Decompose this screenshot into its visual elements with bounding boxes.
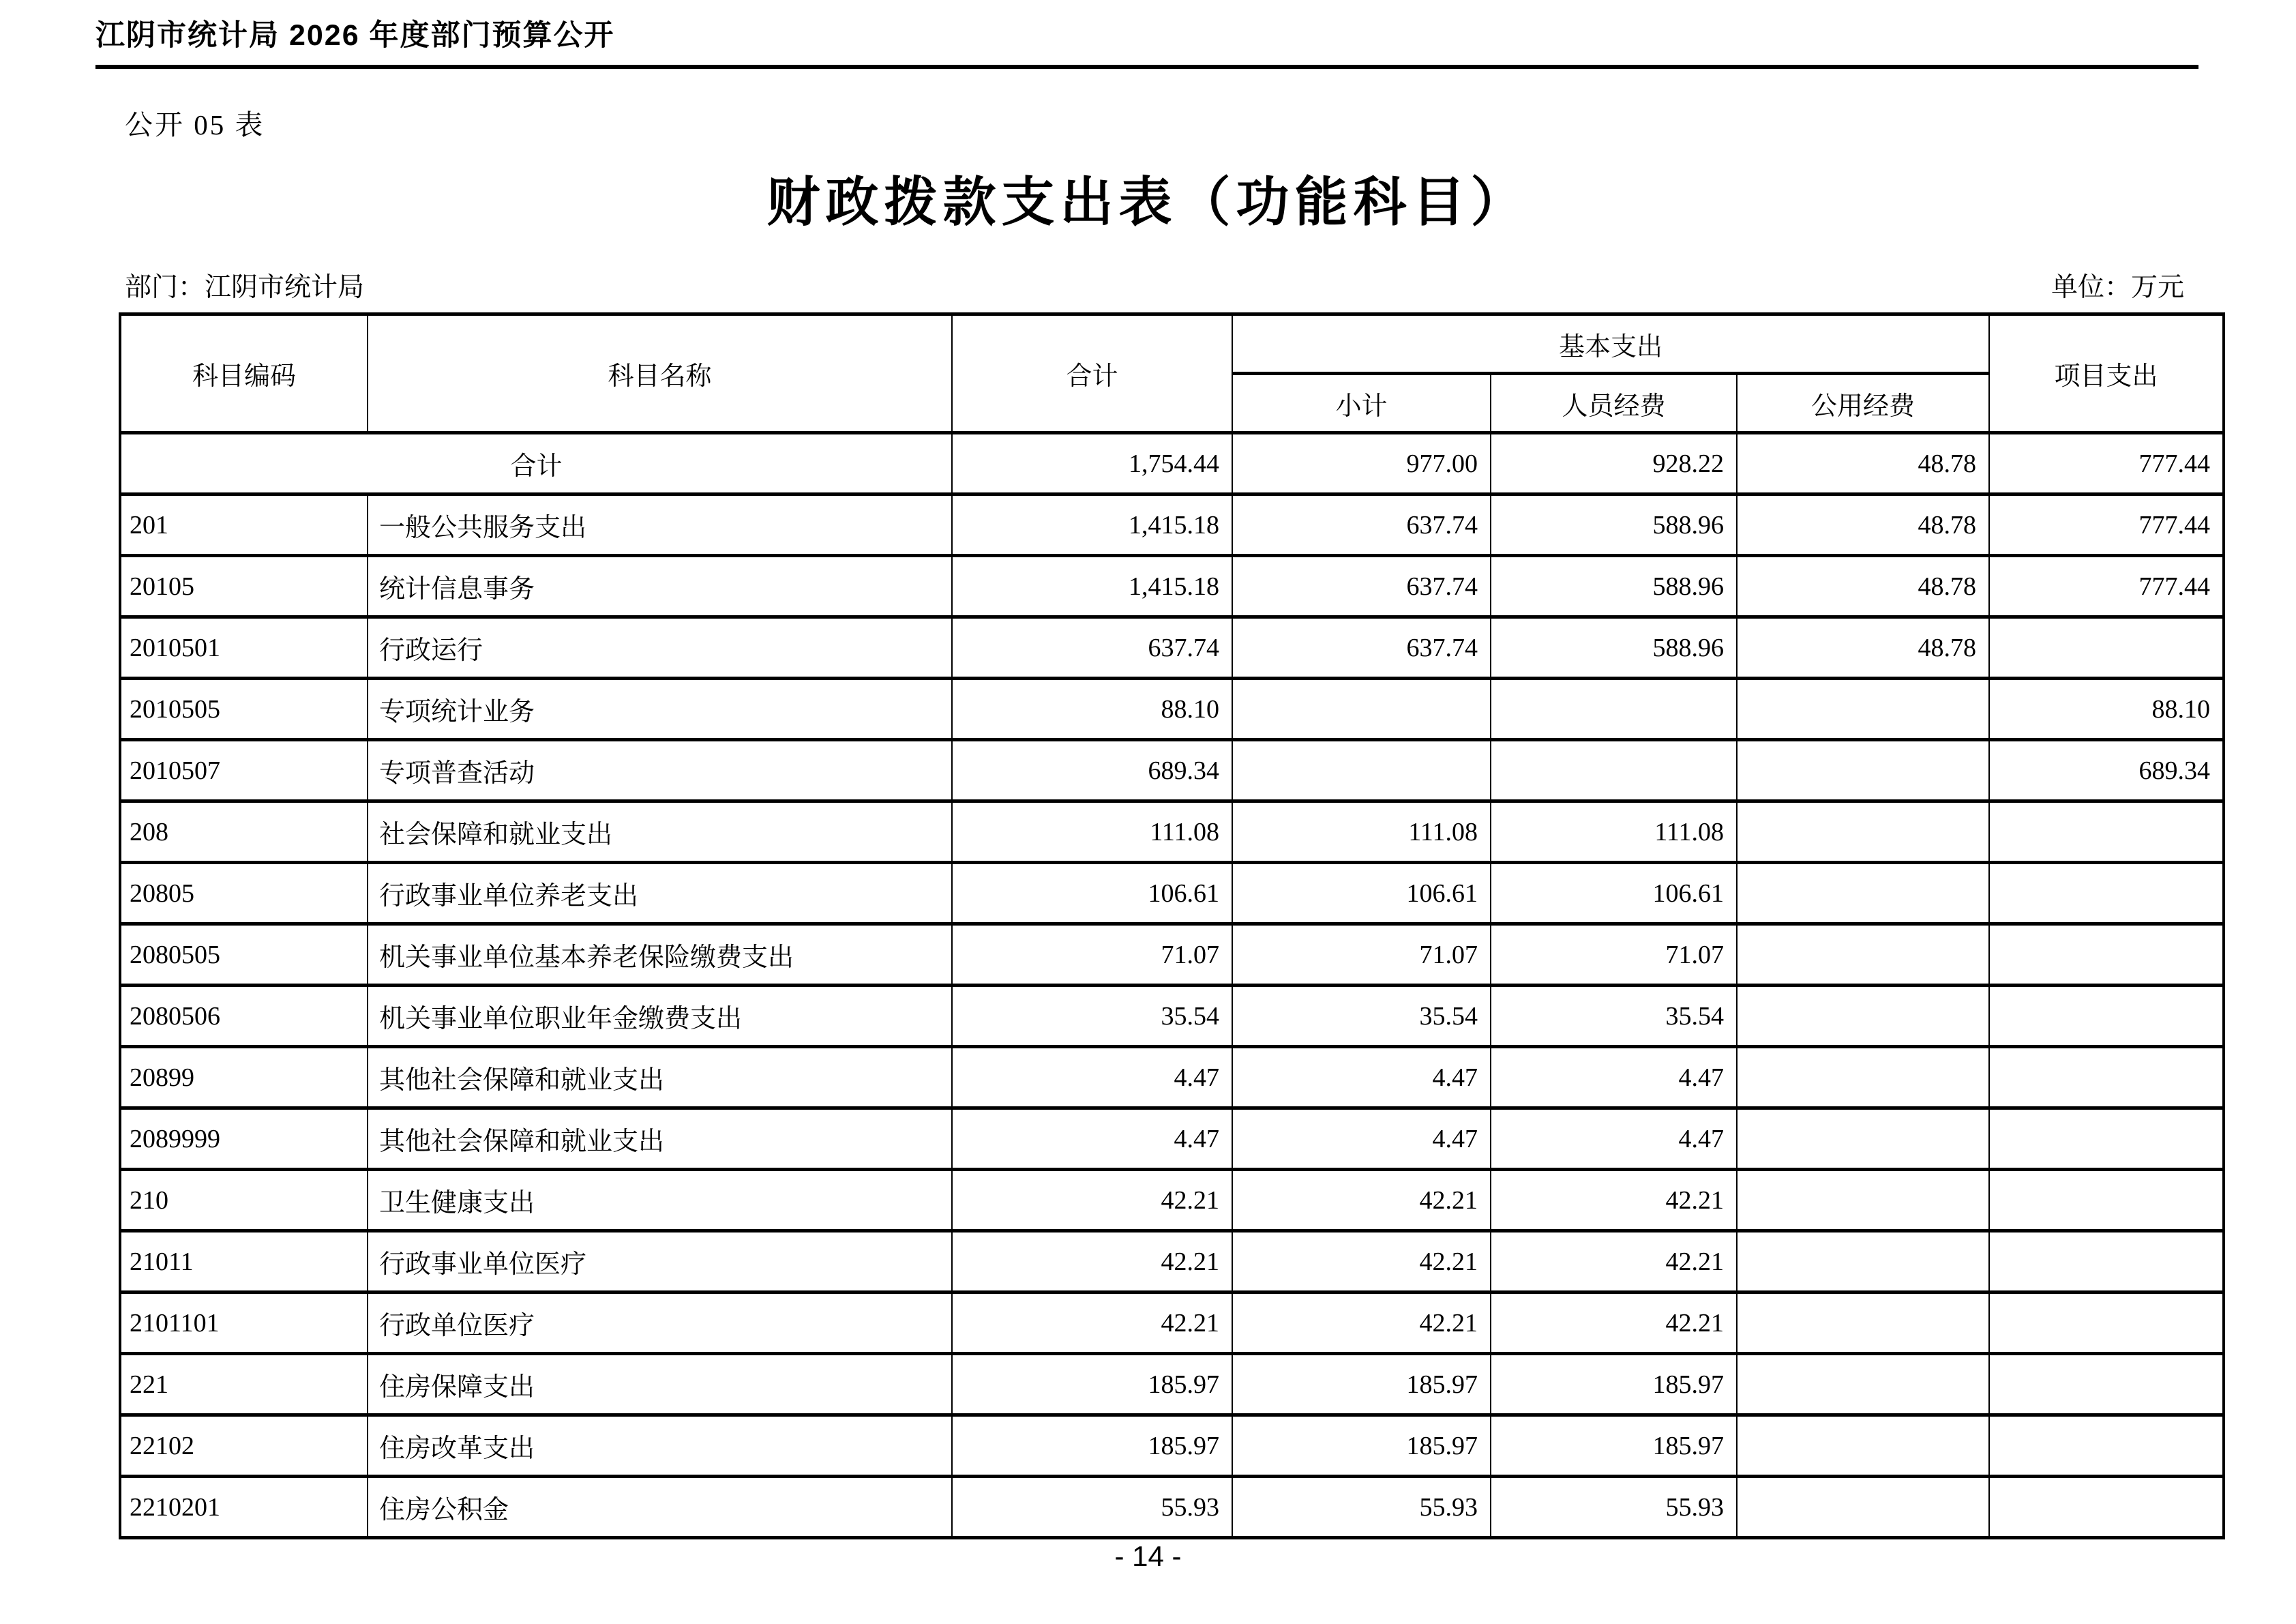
cell-public	[1737, 1477, 1989, 1538]
table-row	[120, 1108, 2224, 1170]
table-row	[120, 617, 2224, 679]
cell-personnel: 4.47	[1491, 1047, 1737, 1108]
cell-total: 55.93	[952, 1477, 1232, 1538]
cell-code: 201	[120, 494, 368, 556]
sheet-label: 公开 05 表	[125, 109, 265, 141]
cell-name: 统计信息事务	[368, 556, 952, 617]
cell-name: 住房保障支出	[368, 1354, 952, 1415]
budget-table	[119, 312, 2225, 1539]
page-title: 财政拨款支出表（功能科目）	[766, 173, 1530, 232]
cell-name: 行政单位医疗	[368, 1293, 952, 1354]
cell-project	[1989, 1231, 2224, 1293]
cell-subtotal: 977.00	[1232, 433, 1491, 494]
cell-project	[1989, 617, 2224, 679]
header-basic-expenditure: 基本支出	[1232, 314, 1989, 374]
table-row	[120, 740, 2224, 801]
cell-public	[1737, 1231, 1989, 1293]
table-row	[120, 1047, 2224, 1108]
cell-name: 其他社会保障和就业支出	[368, 1047, 952, 1108]
cell-code: 2080506	[120, 986, 368, 1047]
cell-total: 35.54	[952, 986, 1232, 1047]
cell-total: 42.21	[952, 1231, 1232, 1293]
grand-total-row	[120, 433, 2224, 494]
cell-public	[1737, 1047, 1989, 1108]
table-row	[120, 1170, 2224, 1231]
cell-total: 689.34	[952, 740, 1232, 801]
cell-code: 21011	[120, 1231, 368, 1293]
table-row	[120, 1477, 2224, 1538]
table-row	[120, 679, 2224, 740]
cell-project	[1989, 801, 2224, 863]
cell-name: 行政事业单位养老支出	[368, 863, 952, 924]
cell-project	[1989, 1354, 2224, 1415]
cell-subtotal: 185.97	[1232, 1415, 1491, 1477]
cell-public	[1737, 924, 1989, 986]
cell-project	[1989, 1415, 2224, 1477]
cell-total: 111.08	[952, 801, 1232, 863]
cell-name: 机关事业单位职业年金缴费支出	[368, 986, 952, 1047]
cell-public: 48.78	[1737, 433, 1989, 494]
cell-total: 42.21	[952, 1170, 1232, 1231]
header-row-1	[120, 314, 2224, 374]
cell-code: 2080505	[120, 924, 368, 986]
cell-project: 689.34	[1989, 740, 2224, 801]
cell-total: 106.61	[952, 863, 1232, 924]
cell-personnel: 42.21	[1491, 1231, 1737, 1293]
cell-subtotal	[1232, 679, 1491, 740]
cell-code: 2210201	[120, 1477, 368, 1538]
cell-subtotal: 42.21	[1232, 1293, 1491, 1354]
cell-personnel	[1491, 740, 1737, 801]
table-row	[120, 1293, 2224, 1354]
cell-total: 1,415.18	[952, 494, 1232, 556]
cell-public	[1737, 679, 1989, 740]
cell-personnel	[1491, 679, 1737, 740]
cell-code: 2010507	[120, 740, 368, 801]
header-project-expenditure: 项目支出	[1989, 314, 2224, 433]
cell-project	[1989, 863, 2224, 924]
cell-name: 住房公积金	[368, 1477, 952, 1538]
cell-code: 20805	[120, 863, 368, 924]
cell-subtotal: 42.21	[1232, 1231, 1491, 1293]
cell-project: 88.10	[1989, 679, 2224, 740]
cell-personnel: 185.97	[1491, 1354, 1737, 1415]
cell-personnel: 111.08	[1491, 801, 1737, 863]
cell-code: 20105	[120, 556, 368, 617]
cell-total: 42.21	[952, 1293, 1232, 1354]
cell-public	[1737, 740, 1989, 801]
cell-total: 185.97	[952, 1354, 1232, 1415]
header-name: 科目名称	[368, 314, 952, 433]
page-number: - 14 -	[1114, 1540, 1182, 1572]
cell-personnel: 42.21	[1491, 1170, 1737, 1231]
cell-project	[1989, 1293, 2224, 1354]
table-meta-line	[125, 266, 2184, 304]
cell-personnel: 588.96	[1491, 556, 1737, 617]
cell-subtotal	[1232, 740, 1491, 801]
header-public-funds: 公用经费	[1737, 374, 1989, 433]
cell-total: 4.47	[952, 1047, 1232, 1108]
cell-total: 71.07	[952, 924, 1232, 986]
cell-project: 777.44	[1989, 556, 2224, 617]
header-personnel-funds: 人员经费	[1491, 374, 1737, 433]
cell-code: 2101101	[120, 1293, 368, 1354]
cell-subtotal: 42.21	[1232, 1170, 1491, 1231]
cell-name: 一般公共服务支出	[368, 494, 952, 556]
cell-subtotal: 111.08	[1232, 801, 1491, 863]
cell-subtotal: 106.61	[1232, 863, 1491, 924]
cell-personnel: 185.97	[1491, 1415, 1737, 1477]
table-row	[120, 924, 2224, 986]
cell-total: 4.47	[952, 1108, 1232, 1170]
cell-subtotal: 4.47	[1232, 1047, 1491, 1108]
header-code: 科目编码	[120, 314, 368, 433]
table-row	[120, 1354, 2224, 1415]
cell-subtotal: 4.47	[1232, 1108, 1491, 1170]
cell-code: 22102	[120, 1415, 368, 1477]
cell-public	[1737, 863, 1989, 924]
cell-code: 210	[120, 1170, 368, 1231]
cell-total: 185.97	[952, 1415, 1232, 1477]
cell-name: 机关事业单位基本养老保险缴费支出	[368, 924, 952, 986]
cell-name: 专项统计业务	[368, 679, 952, 740]
budget-table-body	[120, 433, 2224, 1538]
cell-code: 221	[120, 1354, 368, 1415]
header-divider	[95, 65, 2198, 69]
table-row	[120, 863, 2224, 924]
cell-subtotal: 185.97	[1232, 1354, 1491, 1415]
cell-name: 行政运行	[368, 617, 952, 679]
cell-subtotal: 637.74	[1232, 617, 1491, 679]
cell-subtotal: 637.74	[1232, 494, 1491, 556]
cell-subtotal: 71.07	[1232, 924, 1491, 986]
cell-personnel: 4.47	[1491, 1108, 1737, 1170]
table-row	[120, 986, 2224, 1047]
cell-personnel: 55.93	[1491, 1477, 1737, 1538]
cell-code: 2010505	[120, 679, 368, 740]
table-row	[120, 556, 2224, 617]
cell-code: 20899	[120, 1047, 368, 1108]
cell-subtotal: 637.74	[1232, 556, 1491, 617]
cell-name: 住房改革支出	[368, 1415, 952, 1477]
cell-public	[1737, 1354, 1989, 1415]
cell-project	[1989, 1108, 2224, 1170]
cell-public: 48.78	[1737, 494, 1989, 556]
cell-code: 208	[120, 801, 368, 863]
table-row	[120, 1231, 2224, 1293]
cell-project	[1989, 986, 2224, 1047]
cell-project	[1989, 1047, 2224, 1108]
cell-project	[1989, 1477, 2224, 1538]
cell-name: 社会保障和就业支出	[368, 801, 952, 863]
cell-public	[1737, 801, 1989, 863]
cell-personnel: 588.96	[1491, 494, 1737, 556]
budget-table-header	[120, 314, 2224, 433]
cell-personnel: 42.21	[1491, 1293, 1737, 1354]
cell-code: 2089999	[120, 1108, 368, 1170]
cell-public	[1737, 1170, 1989, 1231]
cell-project	[1989, 924, 2224, 986]
department-label: 部门：江阴市统计局	[125, 273, 365, 302]
cell-project	[1989, 1170, 2224, 1231]
cell-public: 48.78	[1737, 617, 1989, 679]
cell-personnel: 35.54	[1491, 986, 1737, 1047]
cell-name: 行政事业单位医疗	[368, 1231, 952, 1293]
cell-total: 1,754.44	[952, 433, 1232, 494]
cell-public	[1737, 1293, 1989, 1354]
header-total: 合计	[952, 314, 1232, 433]
unit-label: 单位：万元	[2051, 273, 2184, 302]
cell-name: 卫生健康支出	[368, 1170, 952, 1231]
cell-personnel: 71.07	[1491, 924, 1737, 986]
cell-public: 48.78	[1737, 556, 1989, 617]
cell-total-label: 合计	[120, 433, 952, 494]
cell-public	[1737, 986, 1989, 1047]
cell-personnel: 106.61	[1491, 863, 1737, 924]
cell-public	[1737, 1108, 1989, 1170]
cell-total: 1,415.18	[952, 556, 1232, 617]
cell-public	[1737, 1415, 1989, 1477]
table-row	[120, 1415, 2224, 1477]
cell-personnel: 588.96	[1491, 617, 1737, 679]
header-subtotal: 小计	[1232, 374, 1491, 433]
cell-subtotal: 35.54	[1232, 986, 1491, 1047]
cell-project: 777.44	[1989, 433, 2224, 494]
cell-name: 其他社会保障和就业支出	[368, 1108, 952, 1170]
cell-project: 777.44	[1989, 494, 2224, 556]
cell-name: 专项普查活动	[368, 740, 952, 801]
cell-personnel: 928.22	[1491, 433, 1737, 494]
cell-total: 637.74	[952, 617, 1232, 679]
cell-subtotal: 55.93	[1232, 1477, 1491, 1538]
table-row	[120, 494, 2224, 556]
table-row	[120, 801, 2224, 863]
document-header: 江阴市统计局 2026 年度部门预算公开	[95, 19, 615, 52]
cell-total: 88.10	[952, 679, 1232, 740]
cell-code: 2010501	[120, 617, 368, 679]
